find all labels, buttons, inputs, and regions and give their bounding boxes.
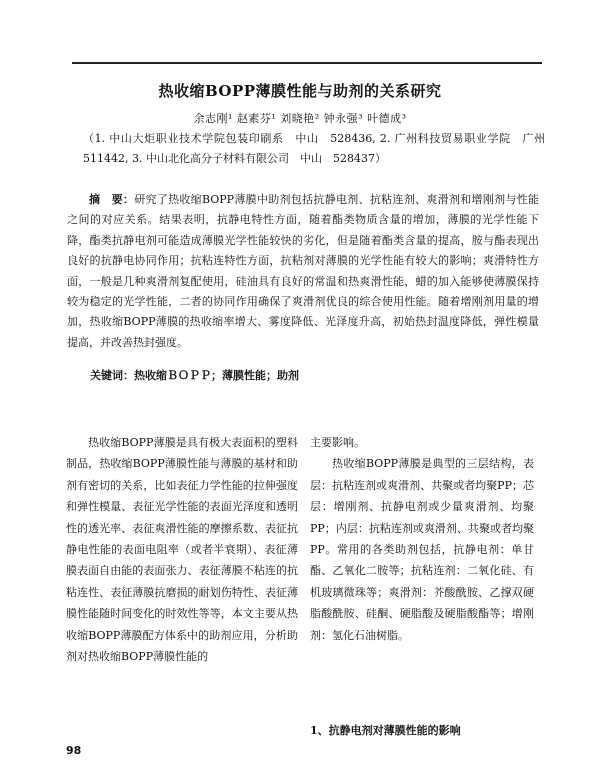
section-heading: 1、抗静电剂对薄膜性能的影响: [310, 724, 461, 737]
header-rule: [72, 62, 542, 64]
author-list: 余志刚¹ 赵素芬¹ 刘晓艳² 钟永强³ 叶德成³: [193, 112, 407, 125]
intro-paragraph: 热收缩BOPP薄膜是具有极大表面积的塑料制品，热收缩BOPP薄膜性能与薄膜的基材和助剂有密切的关系，比如表征力学性能的拉伸强度和弹性模量、表征光学性能的表面光泽度和透明性的透光率、表征爽滑性能的摩擦系数、表征抗静电性能的表面电阻率（或者半衰期）、表征薄膜表面自由能的表面张力、表征薄膜不粘连的抗粘连性、表征薄膜抗磨损的耐划伤特性、表征薄膜性能随时间变化的时效性等等，本文主要从热收缩BOPP薄膜配方体系中的助剂应用，分析助剂对热收缩BOPP薄膜性能的: [66, 436, 298, 664]
intro-continuation: 主要影响。: [310, 436, 365, 449]
affiliations: （1. 中山大炬职业技术学院包装印刷系 中山 528436, 2. 广州科技贸易职业学院 广州 511442, 3. 中山北化高分子材料有限公司 中山 528437）: [83, 132, 556, 165]
paper-title: 热收缩BOPP薄膜性能与助剂的关系研究: [158, 82, 442, 100]
body-column-left: [66, 432, 298, 667]
structure-paragraph: 热收缩BOPP薄膜是典型的三层结构，表层：抗粘连剂或爽滑剂、共聚或者均聚PP；芯层：增刚剂、抗静电剂或少量爽滑剂、均聚PP；内层：抗粘连剂或爽滑剂、共聚或者均聚PP。常用的各类助剂包括，抗静电剂：单甘酯、乙氧化二胺等；抗粘连剂：二氧化硅、有机玻璃微珠等；爽滑剂：芥酸酰胺、乙撑双硬脂酸酰胺、硅酮、硬脂酸及硬脂酸酯等；增刚剂：氢化石油树脂。: [310, 457, 534, 642]
abstract-text: 研究了热收缩BOPP薄膜中助剂包括抗静电剂、抗粘连剂、爽滑剂和增刚剂与性能之间的对应关系。结果表明，抗静电特性方面，随着酯类物质含量的增加，薄膜的光学性能下降，酯类抗静电剂可能造成薄膜光学性能较快的劣化，但是随着酯类含量的提高，胺与酯表现出良好的抗静电协同作用；抗粘连特性方面，抗粘剂对薄膜的光学性能有较大的影响；爽滑特性方面，一般是几种爽滑剂复配使用，硅油具有良好的常温和热爽滑性能，蜡的加入能够使薄膜保持较为稳定的光学性能，二者的协同作用确保了爽滑剂优良的综合使用性能。随着增刚剂用量的增加，热收缩BOPP薄膜的热收缩率增大、雾度降低、光泽度升高，初始热封温度降低，弹性模量提高，并改善热封强度。: [67, 193, 540, 349]
keywords: 关键词：热收缩ＢＯＰＰ；薄膜性能；助剂: [90, 369, 299, 382]
abstract: [67, 190, 539, 353]
abstract-label: 摘 要：: [89, 193, 135, 206]
page-number: 98: [66, 744, 82, 757]
body-column-right: [310, 432, 534, 646]
